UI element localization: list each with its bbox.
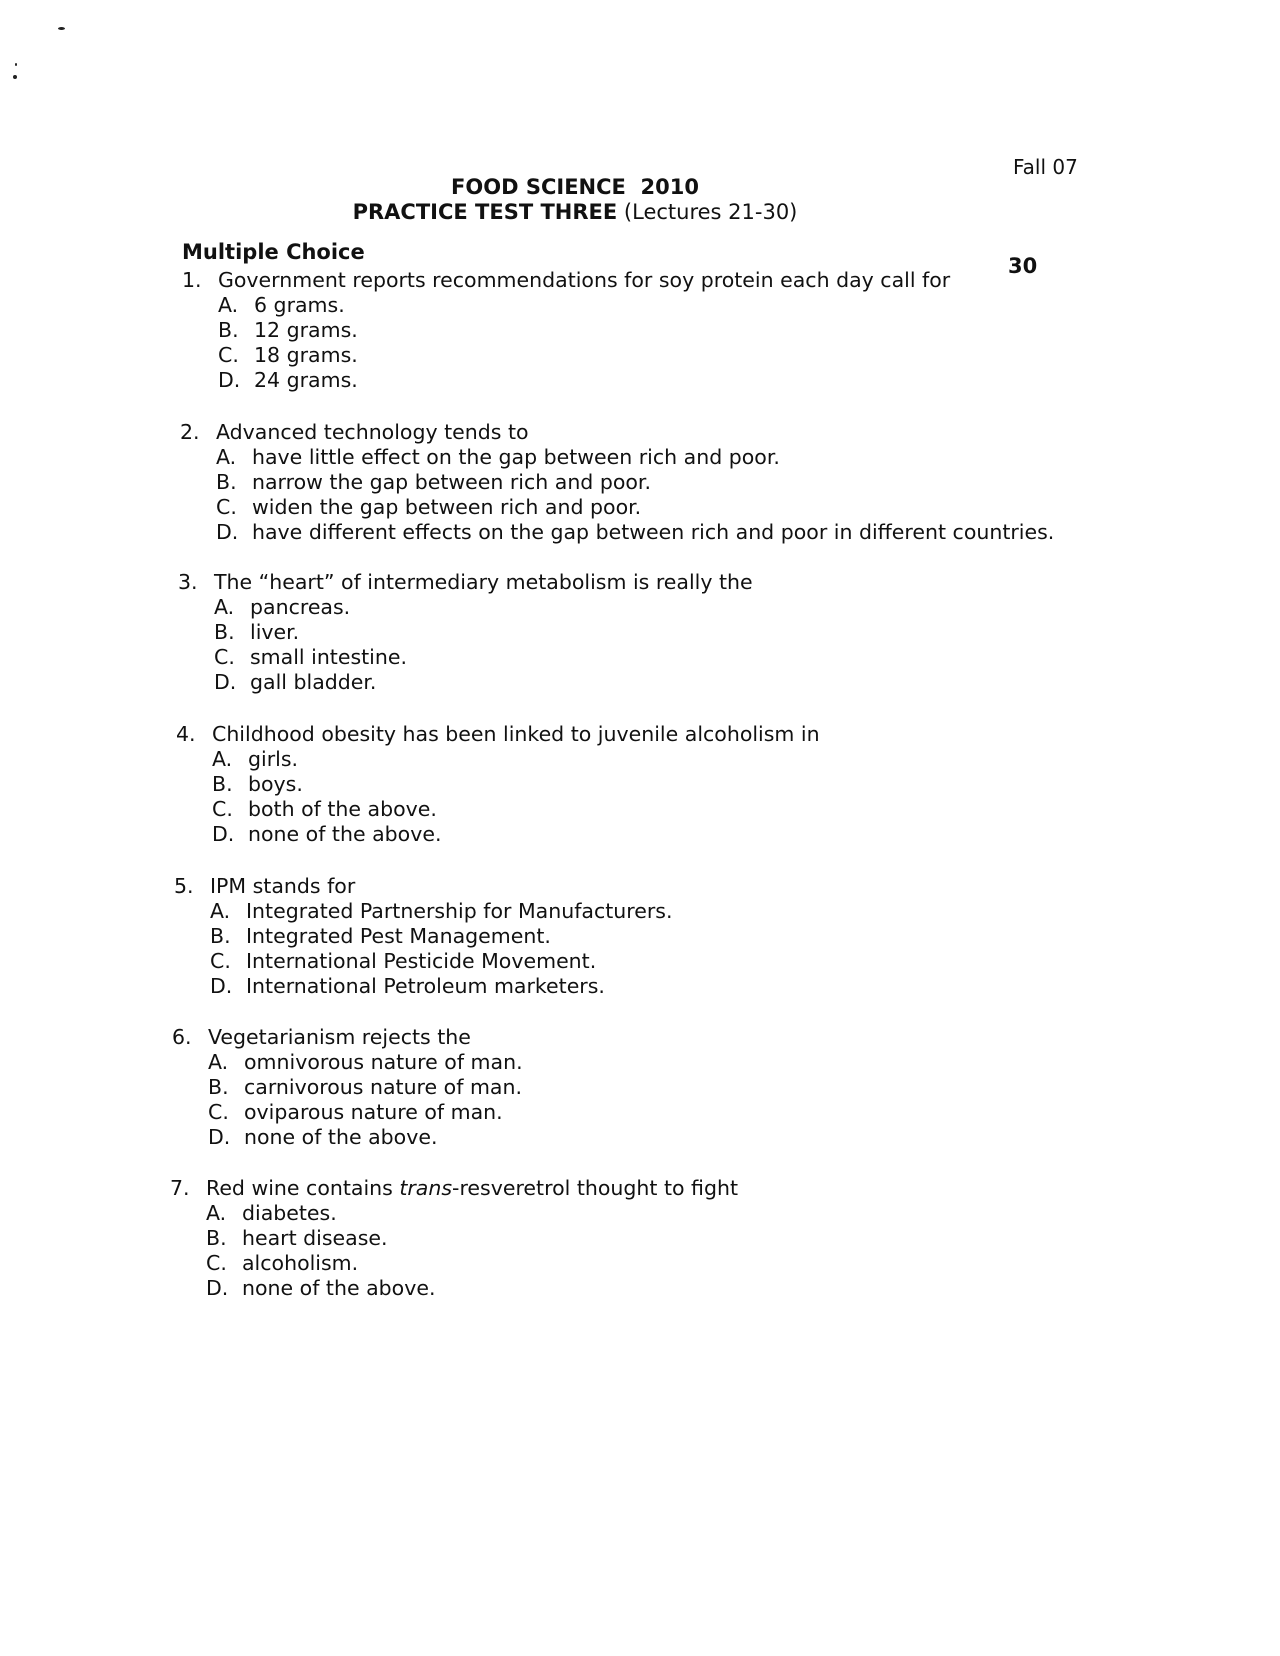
option-b [210, 924, 673, 949]
question-4 [176, 722, 820, 847]
option-letter: D. [210, 974, 233, 998]
option-text: carnivorous nature of man. [244, 1075, 522, 1099]
option-letter: B. [214, 620, 235, 644]
option-d [208, 1125, 523, 1150]
option-text: boys. [248, 772, 303, 796]
option-a [210, 899, 673, 924]
option-d [212, 822, 820, 847]
option-a [208, 1050, 523, 1075]
option-text: narrow the gap between rich and poor. [252, 470, 651, 494]
option-text: none of the above. [248, 822, 442, 846]
option-letter: B. [210, 924, 231, 948]
question-stem: IPM stands for [210, 874, 356, 898]
option-a [218, 293, 950, 318]
question-3 [178, 570, 753, 695]
option-text: gall bladder. [250, 670, 377, 694]
option-c [210, 949, 673, 974]
option-letter: C. [208, 1100, 229, 1124]
option-c [212, 797, 820, 822]
test-subtitle [0, 198, 1150, 226]
option-letter: B. [208, 1075, 229, 1099]
question-7 [170, 1176, 738, 1301]
stem-text: Red wine contains [206, 1176, 400, 1200]
option-letter: C. [206, 1251, 227, 1275]
option-letter: D. [208, 1125, 231, 1149]
question-number: 3. [178, 570, 198, 594]
option-letter: C. [214, 645, 235, 669]
option-letter: A. [208, 1050, 229, 1074]
course-title: FOOD SCIENCE 2010 [451, 175, 699, 199]
option-a [212, 747, 820, 772]
option-letter: B. [206, 1226, 227, 1250]
option-letter: A. [216, 445, 237, 469]
option-letter: C. [216, 495, 237, 519]
option-letter: C. [218, 343, 239, 367]
option-letter: A. [214, 595, 235, 619]
question-stem: Government reports recommendations for soy protein each day call for [218, 268, 951, 292]
question-number: 2. [180, 420, 200, 444]
option-a [216, 445, 1054, 470]
section-heading: Multiple Choice [182, 240, 365, 264]
question-stem: Vegetarianism rejects the [208, 1025, 471, 1049]
question-number: 1. [182, 268, 202, 292]
option-text: none of the above. [244, 1125, 438, 1149]
option-letter: D. [206, 1276, 229, 1300]
option-d [216, 520, 1054, 545]
option-text: Integrated Pest Management. [246, 924, 551, 948]
section-points: 30 [1008, 254, 1038, 278]
option-b [214, 620, 753, 645]
question-5 [174, 874, 673, 999]
option-text: Integrated Partnership for Manufacturers. [246, 899, 673, 923]
option-text: 12 grams. [254, 318, 358, 342]
option-c [208, 1100, 523, 1125]
option-text: small intestine. [250, 645, 407, 669]
option-b [218, 318, 950, 343]
question-number: 7. [170, 1176, 190, 1200]
question-stem: Childhood obesity has been linked to juvenile alcoholism in [212, 722, 820, 746]
option-text: none of the above. [242, 1276, 436, 1300]
option-letter: C. [212, 797, 233, 821]
option-letter: D. [216, 520, 239, 544]
stem-italic-term: trans [399, 1176, 453, 1200]
scan-speck [58, 27, 65, 30]
question-stem [206, 1176, 738, 1201]
question-number: 4. [176, 722, 196, 746]
option-letter: A. [210, 899, 231, 923]
scan-speck [13, 75, 17, 79]
term-label: Fall 07 [1013, 155, 1078, 179]
option-letter: A. [206, 1201, 227, 1225]
question-number: 6. [172, 1025, 192, 1049]
option-text: alcoholism. [242, 1251, 359, 1275]
option-letter: B. [218, 318, 239, 342]
question-2 [180, 420, 1054, 545]
option-b [206, 1226, 738, 1251]
option-text: both of the above. [248, 797, 437, 821]
option-d [206, 1276, 738, 1301]
option-d [214, 670, 753, 695]
stem-text: -resveretrol thought to fight [452, 1176, 738, 1200]
option-text: oviparous nature of man. [244, 1100, 503, 1124]
option-letter: A. [212, 747, 233, 771]
option-letter: C. [210, 949, 231, 973]
option-text: 18 grams. [254, 343, 358, 367]
option-text: International Pesticide Movement. [246, 949, 597, 973]
option-letter: D. [214, 670, 237, 694]
option-letter: D. [212, 822, 235, 846]
option-b [208, 1075, 523, 1100]
question-6 [172, 1025, 523, 1150]
option-c [218, 343, 950, 368]
question-1 [182, 268, 950, 393]
option-b [216, 470, 1054, 495]
option-a [206, 1201, 738, 1226]
option-d [218, 368, 950, 393]
question-stem: The “heart” of intermediary metabolism is really the [214, 570, 753, 594]
option-text: diabetes. [242, 1201, 337, 1225]
option-text: widen the gap between rich and poor. [252, 495, 642, 519]
test-name: PRACTICE TEST THREE [352, 200, 618, 224]
option-text: have little effect on the gap between rich and poor. [252, 445, 780, 469]
option-d [210, 974, 673, 999]
option-c [216, 495, 1054, 520]
question-stem: Advanced technology tends to [216, 420, 529, 444]
option-c [214, 645, 753, 670]
option-text: girls. [248, 747, 299, 771]
option-text: pancreas. [250, 595, 351, 619]
option-letter: D. [218, 368, 241, 392]
option-letter: A. [218, 293, 239, 317]
option-letter: B. [216, 470, 237, 494]
scan-speck [15, 63, 17, 66]
option-c [206, 1251, 738, 1276]
question-number: 5. [174, 874, 194, 898]
option-text: International Petroleum marketers. [246, 974, 605, 998]
option-text: 24 grams. [254, 368, 358, 392]
lecture-range: (Lectures 21-30) [623, 200, 798, 224]
option-b [212, 772, 820, 797]
option-text: liver. [250, 620, 300, 644]
option-text: heart disease. [242, 1226, 388, 1250]
option-a [214, 595, 753, 620]
option-text: have different effects on the gap between rich and poor in different countries. [252, 520, 1055, 544]
option-text: 6 grams. [254, 293, 345, 317]
option-text: omnivorous nature of man. [244, 1050, 523, 1074]
option-letter: B. [212, 772, 233, 796]
page-title [0, 173, 1150, 201]
